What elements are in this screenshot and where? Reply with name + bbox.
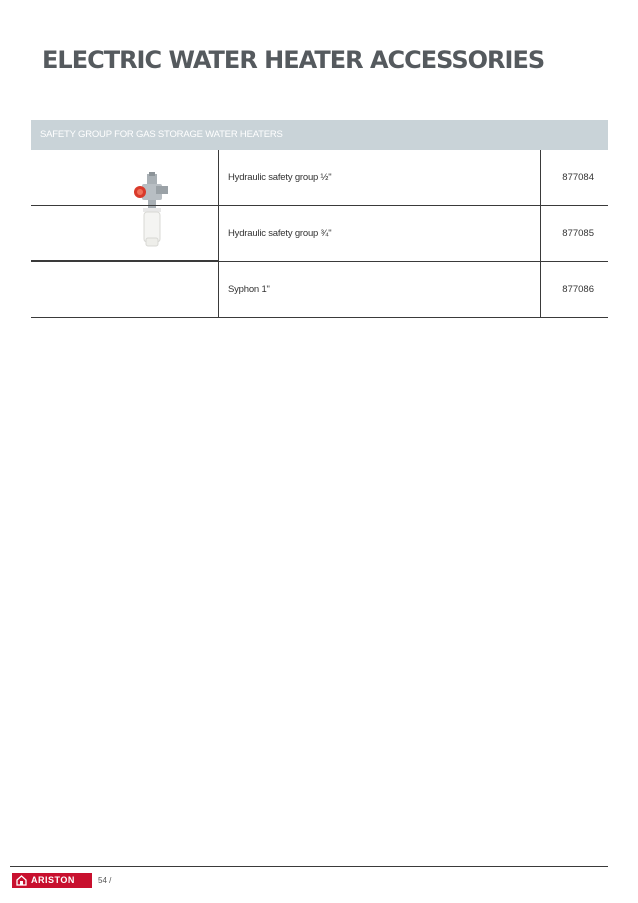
section-header <box>31 120 608 150</box>
house-icon <box>16 875 27 886</box>
page-number: 54 / <box>98 876 112 885</box>
product-description: Syphon 1" <box>228 284 270 295</box>
product-description: Hydraulic safety group ¾" <box>228 228 332 239</box>
product-code: 877085 <box>562 228 594 239</box>
table-row <box>31 262 608 318</box>
ariston-logo <box>12 873 92 888</box>
footer-divider <box>10 866 608 867</box>
table-row <box>31 150 608 206</box>
page-title: ELECTRIC WATER HEATER ACCESSORIES <box>42 46 545 74</box>
section-header-label: SAFETY GROUP FOR GAS STORAGE WATER HEATERS <box>40 129 283 140</box>
table-row <box>31 206 608 262</box>
product-code: 877086 <box>562 284 594 295</box>
logo-text: ARISTON <box>31 875 75 885</box>
product-description: Hydraulic safety group ½" <box>228 172 332 183</box>
product-code: 877084 <box>562 172 594 183</box>
product-table <box>31 150 608 318</box>
